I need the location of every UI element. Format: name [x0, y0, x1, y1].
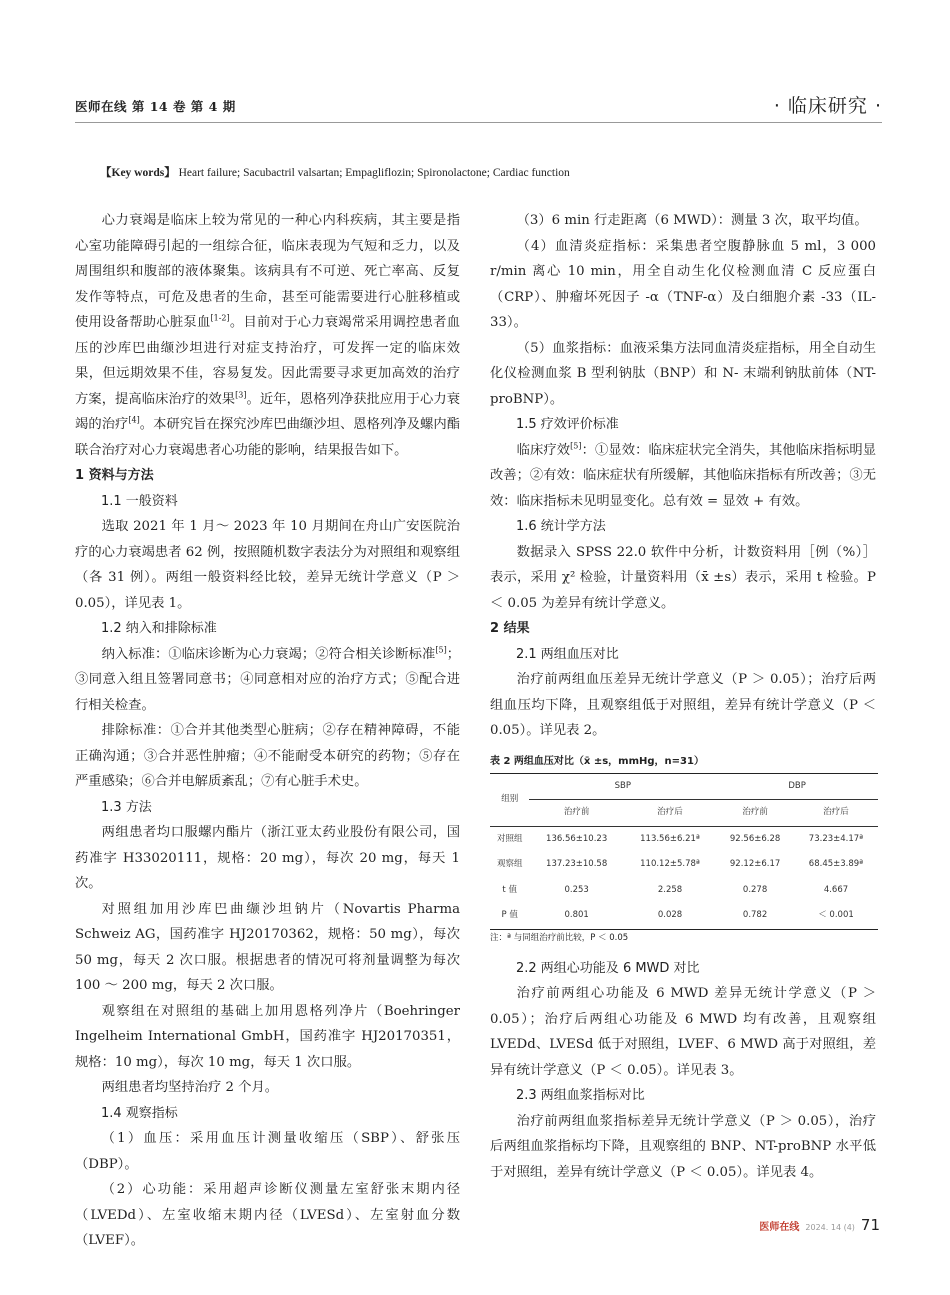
table-row: [490, 826, 878, 852]
journal-header: 医师在线 第 14 卷 第 4 期: [75, 99, 236, 114]
plasma-result-paragraph: 治疗前两组血浆指标差异无统计学意义（P ＞ 0.05），治疗后两组血浆指标均下降，且观察组的 BNP、NT-proBNP 水平低于对照组，差异有统计学意义（P ＜ 0.05）。详见表 4。: [490, 1113, 876, 1180]
section-2-1-heading: 2.1 两组血压对比: [516, 646, 619, 662]
table-header-before: 治疗前: [742, 807, 768, 817]
statistics-paragraph: 数据录入 SPSS 22.0 软件中分析，计数资料用［例（%）］表示，采用 χ² 检验，计量资料用（x̄ ±s）表示，采用 t 检验。P ＜ 0.05 为差异有统计学意义。: [490, 544, 876, 611]
observation-4: （4）血清炎症指标：采集患者空腹静脉血 5 ml，3 000 r/min 离心 10 min，用全自动生化仪检测血清 C 反应蛋白（CRP）、肿瘤坏死因子 -α（TNF-α）及白细胞介素 -33（IL-33）。: [490, 238, 876, 330]
ref-5: [5]: [435, 645, 447, 655]
table-cell: 观察组: [496, 859, 523, 869]
table-cell: 136.56±10.23: [529, 826, 623, 852]
efficacy-text-a: 临床疗效: [516, 442, 571, 458]
table-cell: 2.258: [657, 884, 683, 895]
table-row: [490, 903, 878, 929]
section-1-1-heading: 1.1 一般资料: [101, 493, 178, 509]
table-cell: P 值: [490, 903, 529, 929]
efficacy-text-b: ：①显效：临床症状完全消失，其他临床指标明显改善；②有效：临床症状有所缓解，其他临床指标有所改善；③无效：临床指标未见明显变化。总有效 = 显效 + 有效。: [490, 442, 877, 509]
table-cell: 4.667: [823, 884, 849, 895]
table-cell: 92.12±6.17: [729, 859, 781, 869]
table-header-after: 治疗后: [657, 807, 683, 817]
intro-text-a: 心力衰竭是临床上较为常见的一种心内科疾病，其主要是指心室功能障碍引起的一组综合征，临床表现为气短和乏力，以及周围组织和腹部的液体聚集。该病具有不可逆、死亡率高、反复发作等特点，可危及患者的生命，甚至可能需要进行心脏移植或使用设备帮助心脏泵血: [75, 213, 460, 330]
section-1-3-heading: 1.3 方法: [101, 799, 152, 815]
bp-result-paragraph: 治疗前两组血压差异无统计学意义（P ＞ 0.05）；治疗后两组血压均下降，且观察组低于对照组，差异有统计学意义（P ＜ 0.05）。详见表 2。: [490, 672, 876, 738]
page-footer: [759, 1216, 880, 1234]
observation-1: （1）血压：采用血压计测量收缩压（SBP）、舒张压（DBP）。: [75, 1131, 460, 1172]
left-column: [75, 208, 460, 1254]
keywords-line: [100, 164, 570, 180]
exclusion-paragraph: 排除标准：①合并其他类型心脏病；②存在精神障碍，不能正确沟通；③合并恶性肿瘤；④不能耐受本研究的药物；⑤存在严重感染；⑥合并电解质紊乱；⑦有心脏手术史。: [75, 723, 460, 789]
method-paragraph-4: 两组患者均坚持治疗 2 个月。: [101, 1080, 279, 1095]
table-cell: 68.45±3.89ª: [808, 859, 864, 869]
inclusion-paragraph: [75, 642, 460, 719]
table-header-before: 治疗前: [563, 807, 590, 817]
table-header-group: 组别: [490, 773, 529, 826]
table-cell: 0.278: [742, 884, 768, 895]
general-data-paragraph: 选取 2021 年 1 月～ 2023 年 10 月期间在舟山广安医院治疗的心力衰竭患者 62 例，按照随机数字表法分为对照组和观察组（各 31 例）。两组一般资料经比较，差异无统计学意义（P ＞ 0.05），详见表 1。: [75, 519, 460, 611]
section-2-3-heading: 2.3 两组血浆指标对比: [516, 1088, 645, 1103]
table-2-caption: 表 2 两组血压对比（x̄ ±s，mmHg，n=31）: [490, 755, 704, 767]
observation-2: （2）心功能：采用超声诊断仪测量左室舒张末期内径（LVEDd）、左室收缩末期内径（LVESd）、左室射血分数（LVEF）。: [75, 1182, 460, 1248]
table-cell: 0.782: [716, 903, 794, 929]
table-cell: 92.56±6.28: [716, 826, 794, 852]
section-2-heading: 2 结果: [490, 621, 530, 636]
table-cell: ＜ 0.001: [794, 903, 878, 929]
issue-number: 2024. 14 (4): [805, 1223, 855, 1232]
ref-4: [4]: [128, 415, 140, 425]
section-label: · 临床研究 ·: [773, 95, 882, 117]
keywords-text: Heart failure; Sacubactril valsartan; Empagliflozin; Spironolactone; Cardiac function: [178, 167, 570, 179]
inclusion-text-a: 纳入标准：①临床诊断为心力衰竭；②符合相关诊断标准: [101, 646, 436, 662]
table-cell: 110.12±5.78ª: [640, 859, 700, 869]
table-cell: 对照组: [490, 826, 529, 852]
ref-1-2: [1-2]: [210, 313, 230, 323]
intro-text-b: 。目前对于心力衰竭常采用调控患者血压的沙库巴曲缬沙坦进行对症支持治疗，可发挥一定的临床效果，但远期效果不佳，容易复发。因此需要寻求更加高效的治疗方案，提高临床治疗的效果: [75, 315, 461, 407]
inclusion-text-b: ；③同意入组且签署同意书；④同意相对应的治疗方式；⑤配合进行相关检查。: [75, 646, 460, 713]
section-1-5-heading: 1.5 疗效评价标准: [516, 417, 619, 432]
table-2: [490, 773, 878, 930]
journal-logo: 医师在线: [759, 1222, 800, 1233]
header-rule: [75, 122, 882, 123]
table-cell: 113.56±6.21ª: [624, 826, 716, 852]
observation-5: （5）血浆指标：血液采集方法同血清炎症指标，用全自动生化仪检测血浆 B 型利钠肽（BNP）和 N- 末端利钠肽前体（NT-proBNP）。: [490, 340, 876, 407]
section-1-4-heading: 1.4 观察指标: [101, 1105, 178, 1121]
method-paragraph-2: 对照组加用沙库巴曲缬沙坦钠片（Novartis Pharma Schweiz AG，国药准字 HJ20170362，规格：50 mg），每次 50 mg，每天 2 次口服。根据患者的情况可将剂量调整为每次 100 ～ 200 mg，每天 2 次口服。: [75, 901, 460, 993]
table-header-after: 治疗后: [823, 807, 849, 817]
table-header-dbp: DBP: [716, 773, 878, 800]
intro-paragraph: [75, 208, 460, 463]
keywords-label: 【Key words】: [100, 167, 176, 179]
table-cell: 137.23±10.58: [546, 859, 608, 869]
cardiac-result-paragraph: 治疗前两组心功能及 6 MWD 差异无统计学意义（P ＞ 0.05）；治疗后两组心功能及 6 MWD 均有改善，且观察组 LVEDd、LVESd 低于对照组，LVEF、6 MWD 高于对照组，差异有统计学意义（P ＜ 0.05）。详见表 3。: [490, 986, 876, 1078]
observation-3: （3）6 min 行走距离（6 MWD）：测量 3 次，取平均值。: [516, 213, 868, 228]
method-paragraph-1: 两组患者均口服螺内酯片（浙江亚太药业股份有限公司，国药准字 H33020111，规格：20 mg），每次 20 mg，每天 1 次。: [75, 825, 460, 891]
section-1-6-heading: 1.6 统计学方法: [516, 519, 606, 534]
table-cell: t 值: [502, 884, 517, 895]
table-header-sbp: SBP: [529, 773, 716, 800]
section-1-heading: 1 资料与方法: [75, 468, 154, 483]
ref-5b: [5]: [570, 441, 582, 451]
section-2-2-heading: 2.2 两组心功能及 6 MWD 对比: [516, 960, 700, 976]
table-cell: 0.253: [564, 884, 589, 895]
ref-3: [3]: [235, 390, 247, 400]
efficacy-paragraph: [490, 438, 876, 515]
table-cell: 0.801: [529, 903, 623, 929]
intro-text-c: 。近年，恩格列净获批应用于心力衰竭的治疗: [75, 391, 461, 432]
table-cell: 73.23±4.17ª: [794, 826, 878, 852]
table-2-note: 注：ª 与同组治疗前比较，P ＜ 0.05: [490, 932, 629, 943]
intro-text-d: 。本研究旨在探究沙库巴曲缬沙坦、恩格列净及螺内酯联合治疗对心力衰竭患者心功能的影响，结果报告如下。: [75, 417, 461, 458]
right-column: [490, 208, 876, 1185]
table-row: [490, 878, 878, 904]
table-cell: 0.028: [624, 903, 716, 929]
page-number: 71: [860, 1216, 880, 1234]
section-1-2-heading: 1.2 纳入和排除标准: [101, 621, 217, 636]
method-paragraph-3: 观察组在对照组的基础上加用恩格列净片（Boehringer Ingelheim International GmbH，国药准字 HJ20170351，规格：10 mg），每次 10 mg，每天 1 次口服。: [75, 1003, 460, 1070]
table-row: [490, 852, 878, 878]
